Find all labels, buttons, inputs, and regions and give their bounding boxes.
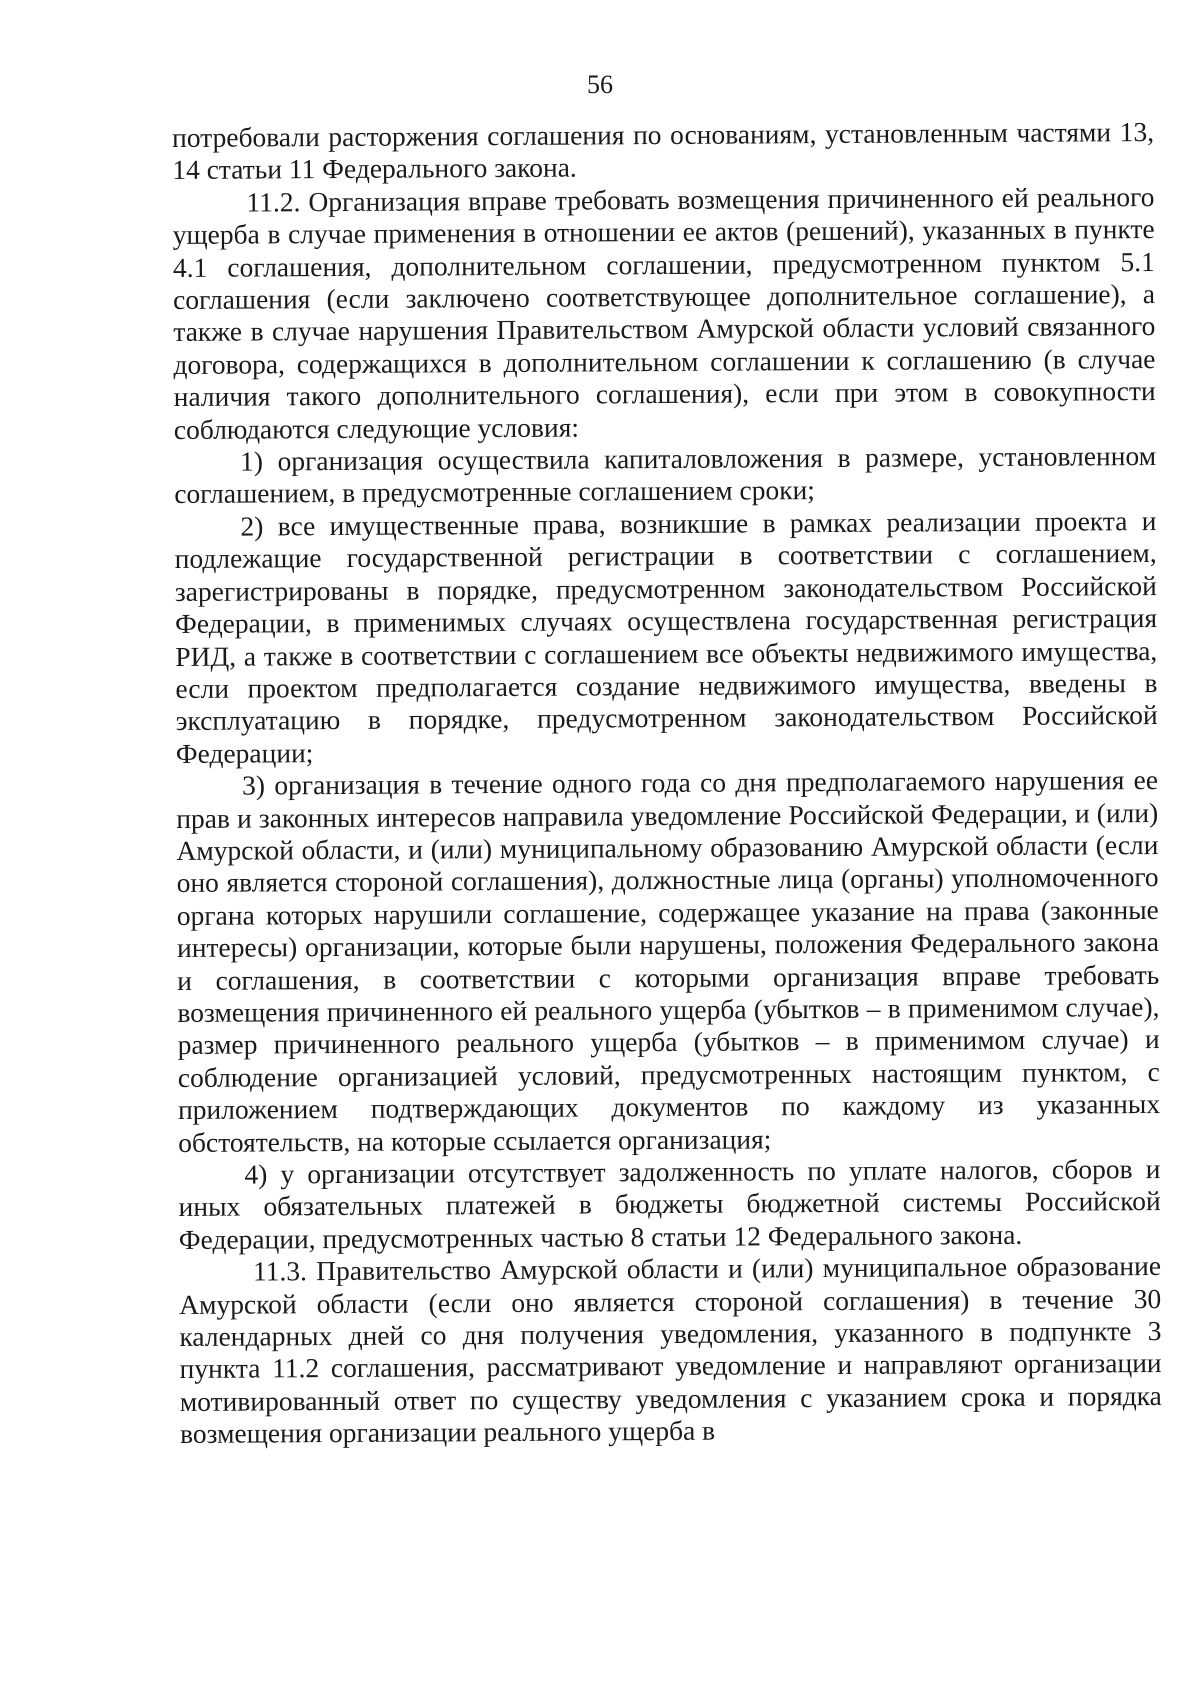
paragraph-condition-4: 4) у организации отсутствует задолженность по уплате налогов, сборов и иных обязательных платежей в бюджеты бюджетной системы Российской Федерации, предусмотренных частью 8 статьи 12 Федерального закона.: [178, 1152, 1161, 1255]
document-body: [172, 116, 1162, 1451]
paragraph-continuation: потребовали расторжения соглашения по основаниям, установленным частями 13, 14 статьи 11 Федерального закона.: [172, 116, 1155, 186]
page-number: 56: [587, 70, 613, 99]
paragraph-clause-11-2: 11.2. Организация вправе требовать возмещения причиненного ей реального ущерба в случае применения в отношении ее актов (решений), указанных в пункте 4.1 соглашения, дополнительном соглашении, предусмотренном пунктом 5.1 соглашения (если заключено соответствующее дополнительное соглашение), а также в случае нарушения Правительством Амурской области условий связанного договора, содержащихся в дополнительном соглашении к соглашению (в случае наличия такого дополнительного соглашения), если при этом в совокупности соблюдаются следующие условия:: [172, 180, 1156, 445]
paragraph-condition-2: 2) все имущественные права, возникшие в рамках реализации проекта и подлежащие государственной регистрации в соответствии с соглашением, зарегистрированы в порядке, предусмотренном законодательством Российской Федерации, в применимых случаях осуществлена государственная регистрация РИД, а также в соответствии с соглашением все объекты недвижимого имущества, если проектом предполагается создание недвижимого имущества, введены в эксплуатацию в порядке, предусмотренном законодательством Российской Федерации;: [174, 504, 1158, 769]
paragraph-clause-11-3: 11.3. Правительство Амурской области и (или) муниципальное образование Амурской области (если оно является стороной соглашения) в течение 30 календарных дней со дня получения уведомления, указанного в подпункте 3 пункта 11.2 соглашения, рассматривают уведомление и направляют организации мотивированный ответ по существу уведомления с указанием срока и порядка возмещения организации реального ущерба в: [179, 1250, 1162, 1450]
paragraph-condition-3: 3) организация в течение одного года со дня предполагаемого нарушения ее прав и законных интересов направила уведомление Российской Федерации, и (или) Амурской области, и (или) муниципальному образованию Амурской области (если оно является стороной соглашения), должностные лица (органы) уполномоченного органа которых нарушили соглашение, содержащее указание на права (законные интересы) организации, которые были нарушены, положения Федерального закона и соглашения, в соответствии с которыми организация вправе требовать возмещения причиненного ей реального ущерба (убытков – в применимом случае), размер причиненного реального ущерба (убытков – в применимом случае) и соблюдение организацией условий, предусмотренных настоящим пунктом, с приложением подтверждающих документов по каждому из указанных обстоятельств, на которые ссылается организация;: [176, 764, 1161, 1158]
paragraph-condition-1: 1) организация осуществила капиталовложения в размере, установленном соглашением, в предусмотренные соглашением сроки;: [174, 440, 1157, 510]
